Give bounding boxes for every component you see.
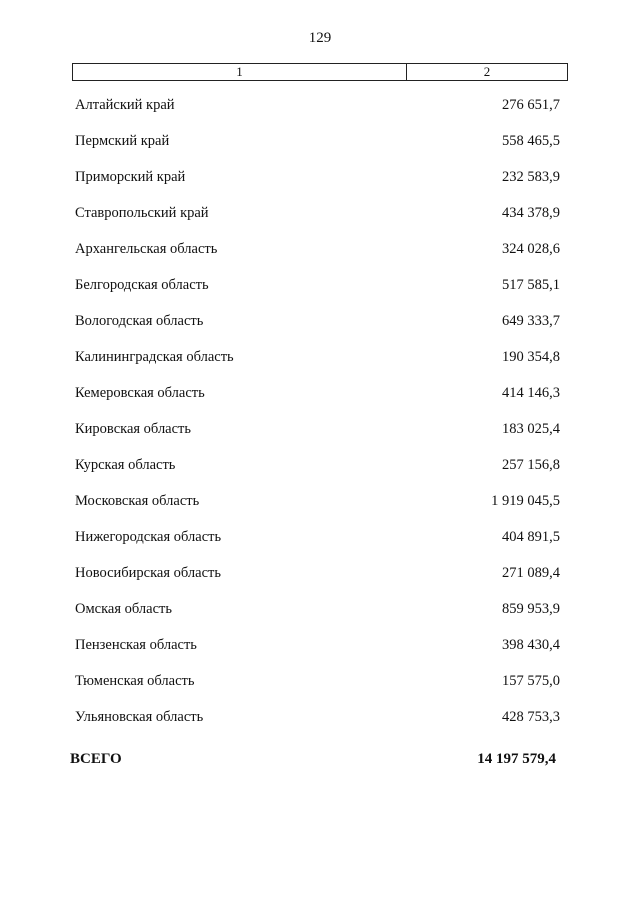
table-row — [0, 346, 640, 382]
region-name: Архангельская область — [75, 241, 218, 257]
region-amount: 428 753,3 — [502, 709, 560, 725]
column-header-2: 2 — [483, 64, 491, 79]
table-row — [0, 706, 640, 742]
region-amount: 232 583,9 — [502, 169, 560, 185]
region-name: Нижегородская область — [75, 529, 222, 545]
region-amount: 517 585,1 — [502, 277, 560, 293]
region-amount: 404 891,5 — [502, 529, 560, 545]
table-row — [0, 526, 640, 562]
region-name: Кировская область — [75, 421, 192, 437]
table-row — [0, 166, 640, 202]
table-header — [72, 63, 568, 81]
table-row — [0, 274, 640, 310]
region-amount: 398 430,4 — [502, 637, 560, 653]
region-amount: 324 028,6 — [502, 241, 560, 257]
table-row — [0, 670, 640, 706]
table-row — [0, 238, 640, 274]
region-name: Пензенская область — [75, 637, 197, 653]
region-name: Вологодская область — [75, 313, 204, 329]
region-name: Новосибирская область — [75, 565, 221, 581]
region-amount: 558 465,5 — [502, 133, 560, 149]
table-row — [0, 202, 640, 238]
region-name: Белгородская область — [75, 277, 209, 293]
table-row — [0, 454, 640, 490]
region-name: Омская область — [75, 601, 172, 617]
table-row — [0, 130, 640, 166]
table-row — [0, 94, 640, 130]
region-amount: 257 156,8 — [502, 457, 560, 473]
total-row — [0, 749, 640, 773]
region-amount: 157 575,0 — [502, 673, 560, 689]
table-row — [0, 598, 640, 634]
table-body — [0, 94, 640, 742]
region-name: Ульяновская область — [75, 709, 204, 725]
region-amount: 190 354,8 — [502, 349, 560, 365]
region-name: Приморский край — [75, 169, 186, 185]
region-amount: 183 025,4 — [502, 421, 560, 437]
region-amount: 276 651,7 — [502, 97, 560, 113]
region-name: Кемеровская область — [75, 385, 205, 401]
page-number: 129 — [308, 30, 332, 46]
region-name: Курская область — [75, 457, 176, 473]
total-amount: 14 197 579,4 — [477, 751, 556, 767]
region-amount: 414 146,3 — [502, 385, 560, 401]
table-row — [0, 634, 640, 670]
region-amount: 1 919 045,5 — [491, 493, 560, 509]
total-label: ВСЕГО — [70, 751, 122, 767]
region-name: Калининградская область — [75, 349, 234, 365]
table-row — [0, 382, 640, 418]
region-name: Ставропольский край — [75, 205, 209, 221]
table-row — [0, 310, 640, 346]
region-amount: 649 333,7 — [502, 313, 560, 329]
region-amount: 271 089,4 — [502, 565, 560, 581]
region-name: Алтайский край — [75, 97, 175, 113]
table-row — [0, 562, 640, 598]
table-row — [0, 418, 640, 454]
region-amount: 859 953,9 — [502, 601, 560, 617]
region-name: Московская область — [75, 493, 200, 509]
table-row — [0, 490, 640, 526]
region-name: Пермский край — [75, 133, 170, 149]
column-header-1: 1 — [73, 64, 407, 80]
region-name: Тюменская область — [75, 673, 195, 689]
region-amount: 434 378,9 — [502, 205, 560, 221]
